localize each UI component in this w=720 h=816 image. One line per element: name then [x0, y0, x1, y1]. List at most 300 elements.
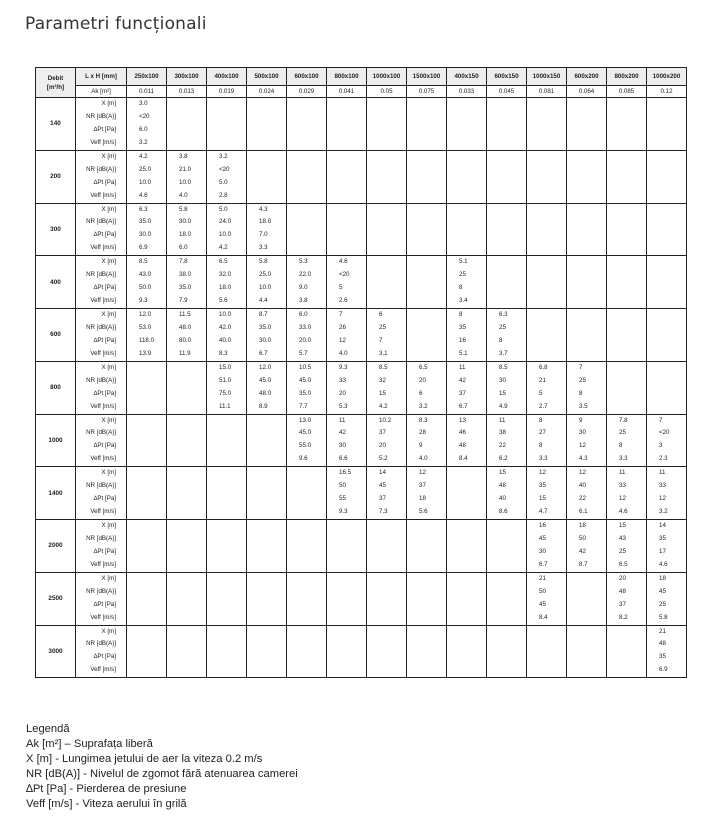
- cell-value: [407, 612, 446, 625]
- cell-value: [247, 546, 286, 559]
- value-cell: [367, 625, 407, 678]
- value-cell: [367, 256, 407, 309]
- cell-value: 6.6: [339, 455, 348, 463]
- value-cell: [207, 467, 247, 520]
- value-cell: [647, 572, 687, 625]
- cell-value: 8.3: [419, 416, 428, 424]
- cell-value: [367, 664, 406, 677]
- cell-value: [127, 506, 166, 519]
- debit-label: Debit: [47, 74, 64, 82]
- legend-item-nr: NR [dB(A)] - Nivelul de zgomot fără atenuarea camerei: [26, 768, 298, 781]
- cell-value: 13.9: [139, 349, 152, 357]
- cell-value: 7: [339, 311, 343, 318]
- cell-value: [527, 295, 566, 308]
- cell-value: [367, 520, 406, 533]
- cell-value: [327, 586, 366, 599]
- row-label: Veff [m/s]: [90, 138, 116, 146]
- cell-value: 9.3: [339, 508, 348, 516]
- cell-value: [607, 322, 646, 335]
- cell-value: [647, 229, 686, 242]
- cell-value: 45.0: [299, 429, 312, 437]
- cell-value: 7.7: [299, 402, 308, 410]
- cell-value: 53.0: [139, 323, 152, 331]
- cell-value: [487, 559, 526, 572]
- cell-value: 9: [579, 416, 583, 424]
- cell-value: <20: [219, 165, 230, 173]
- row-labels: [76, 414, 127, 467]
- cell-value: [487, 216, 526, 229]
- legend-item-ak: Ak [m²] – Suprafața liberă: [26, 738, 153, 751]
- cell-value: 5.6: [419, 508, 428, 516]
- flow-group-row: [36, 150, 687, 203]
- cell-value: [247, 415, 286, 428]
- cell-value: [367, 204, 406, 217]
- row-label: NR [dB(A)]: [86, 587, 116, 595]
- cell-value: 22.0: [299, 271, 312, 279]
- size-header: 250x100: [127, 68, 167, 86]
- cell-value: [407, 177, 446, 190]
- cell-value: [287, 190, 326, 203]
- cell-value: [207, 415, 246, 428]
- cell-value: 25.0: [259, 271, 272, 279]
- value-cell: [527, 625, 567, 678]
- cell-value: [567, 638, 606, 651]
- flow-group-row: [36, 98, 687, 151]
- cell-value: 10.0: [259, 284, 272, 292]
- row-label: ∆Pt [Pa]: [93, 231, 116, 239]
- cell-value: 4.6: [619, 508, 628, 516]
- cell-value: 6.7: [459, 402, 468, 410]
- row-label: NR [dB(A)]: [86, 323, 116, 331]
- value-cell: [487, 625, 527, 678]
- cell-value: 4.4: [259, 297, 268, 305]
- cell-value: 6.3: [499, 311, 508, 318]
- cell-value: 37: [379, 429, 386, 437]
- cell-value: [607, 638, 646, 651]
- cell-value: [127, 573, 166, 586]
- cell-value: 2.6: [339, 297, 348, 305]
- value-cell: [207, 203, 247, 256]
- cell-value: [487, 229, 526, 242]
- size-header: 500x100: [247, 68, 287, 86]
- cell-value: [127, 388, 166, 401]
- functional-parameters-table: [35, 67, 687, 678]
- cell-value: [447, 626, 486, 639]
- cell-value: 5.2: [379, 455, 388, 463]
- cell-value: [567, 282, 606, 295]
- legend-item-pt: ∆Pt [Pa] - Pierderea de presiune: [26, 783, 187, 796]
- ak-value: 0.024: [247, 86, 287, 98]
- cell-value: [607, 216, 646, 229]
- cell-value: 37: [419, 482, 426, 490]
- cell-value: 8.6: [499, 508, 508, 516]
- cell-value: [167, 375, 206, 388]
- value-cell: [607, 520, 647, 573]
- cell-value: [287, 98, 326, 111]
- row-label: NR [dB(A)]: [86, 165, 116, 173]
- flow-group-row: [36, 467, 687, 520]
- cell-value: 5.3: [339, 402, 348, 410]
- cell-value: 7.3: [379, 508, 388, 516]
- row-label: NR [dB(A)]: [86, 429, 116, 437]
- cell-value: 20: [419, 376, 426, 384]
- cell-value: 4.7: [539, 508, 548, 516]
- cell-value: [207, 651, 246, 664]
- flow-value: 400: [36, 256, 76, 309]
- cell-value: 12: [619, 495, 626, 503]
- cell-value: 45: [659, 587, 666, 595]
- value-cell: [367, 98, 407, 151]
- row-labels: [76, 98, 127, 151]
- flow-value: 2500: [36, 572, 76, 625]
- cell-value: 11: [459, 363, 466, 371]
- value-cell: [367, 361, 407, 414]
- cell-value: 11: [619, 469, 626, 477]
- cell-value: [367, 546, 406, 559]
- value-cell: [527, 203, 567, 256]
- value-cell: [487, 361, 527, 414]
- value-cell: [527, 467, 567, 520]
- cell-value: [487, 151, 526, 164]
- cell-value: 40: [579, 482, 586, 490]
- value-cell: [487, 98, 527, 151]
- cell-value: 48.0: [259, 389, 272, 397]
- cell-value: [327, 242, 366, 255]
- cell-value: [407, 98, 446, 111]
- cell-value: [527, 151, 566, 164]
- value-cell: [567, 467, 607, 520]
- cell-value: [287, 177, 326, 190]
- cell-value: [647, 309, 686, 322]
- size-header: 1000x200: [647, 68, 687, 86]
- cell-value: [647, 242, 686, 255]
- cell-value: [447, 177, 486, 190]
- cell-value: 50: [539, 587, 546, 595]
- cell-value: 6.5: [419, 363, 428, 371]
- cell-value: 30: [539, 547, 546, 555]
- legend-title: Legendă: [26, 723, 70, 735]
- cell-value: [407, 229, 446, 242]
- value-cell: [567, 98, 607, 151]
- value-cell: [127, 203, 167, 256]
- cell-value: 8.9: [259, 402, 268, 410]
- cell-value: 6.1: [579, 508, 588, 516]
- cell-value: [207, 638, 246, 651]
- row-label: ∆Pt [Pa]: [93, 178, 116, 186]
- cell-value: 20.0: [299, 336, 312, 344]
- cell-value: 3.2: [219, 152, 228, 160]
- flow-group-row: [36, 414, 687, 467]
- cell-value: [647, 256, 686, 269]
- cell-value: 21: [539, 574, 546, 582]
- cell-value: [247, 506, 286, 519]
- cell-value: [647, 322, 686, 335]
- value-cell: [207, 98, 247, 151]
- cell-value: 11: [499, 416, 506, 424]
- cell-value: [447, 467, 486, 480]
- cell-value: [607, 98, 646, 111]
- cell-value: 6.5: [619, 560, 628, 568]
- cell-value: [327, 651, 366, 664]
- cell-value: [247, 124, 286, 137]
- cell-value: [327, 612, 366, 625]
- cell-value: [447, 216, 486, 229]
- cell-value: 12: [419, 469, 426, 477]
- cell-value: 12: [659, 495, 666, 503]
- cell-value: 35: [539, 482, 546, 490]
- ak-value: 0.064: [567, 86, 607, 98]
- cell-value: [567, 599, 606, 612]
- cell-value: [247, 151, 286, 164]
- cell-value: [527, 137, 566, 150]
- cell-value: 45.0: [259, 376, 272, 384]
- cell-value: 28: [419, 429, 426, 437]
- cell-value: 4.6: [659, 560, 668, 568]
- cell-value: 7.8: [179, 258, 188, 266]
- cell-value: [247, 164, 286, 177]
- cell-value: 21: [659, 627, 666, 635]
- value-cell: [167, 203, 207, 256]
- value-cell: [607, 203, 647, 256]
- flow-value: 600: [36, 309, 76, 362]
- cell-value: [487, 612, 526, 625]
- value-cell: [447, 414, 487, 467]
- cell-value: [487, 664, 526, 677]
- cell-value: 8: [539, 416, 543, 424]
- flow-group-row: [36, 572, 687, 625]
- cell-value: 38: [499, 429, 506, 437]
- cell-value: [567, 348, 606, 361]
- cell-value: [287, 229, 326, 242]
- value-cell: [127, 256, 167, 309]
- row-label: X [m]: [101, 258, 116, 266]
- cell-value: 18: [579, 522, 586, 529]
- cell-value: 14: [659, 522, 666, 529]
- row-label: NR [dB(A)]: [86, 640, 116, 648]
- cell-value: 5.0: [219, 178, 228, 186]
- cell-value: 43: [619, 534, 626, 542]
- cell-value: [207, 467, 246, 480]
- row-label: Veff [m/s]: [90, 560, 116, 568]
- cell-value: [527, 269, 566, 282]
- cell-value: 6.7: [259, 349, 268, 357]
- cell-value: 37: [379, 495, 386, 503]
- cell-value: 4.2: [139, 152, 148, 160]
- cell-value: [487, 546, 526, 559]
- value-cell: [327, 309, 367, 362]
- cell-value: [527, 177, 566, 190]
- cell-value: 35.0: [299, 389, 312, 397]
- value-cell: [607, 414, 647, 467]
- cell-value: [287, 204, 326, 217]
- cell-value: [167, 388, 206, 401]
- value-cell: [487, 256, 527, 309]
- cell-value: [167, 612, 206, 625]
- cell-value: 20: [339, 389, 346, 397]
- cell-value: 8.2: [619, 613, 628, 621]
- cell-value: [647, 282, 686, 295]
- value-cell: [367, 414, 407, 467]
- cell-value: 6.9: [659, 666, 668, 674]
- flow-value: 3000: [36, 625, 76, 678]
- cell-value: [487, 533, 526, 546]
- cell-value: 27: [539, 429, 546, 437]
- ak-value: 0.029: [287, 86, 327, 98]
- cell-value: [607, 401, 646, 414]
- cell-value: [647, 335, 686, 348]
- cell-value: [327, 573, 366, 586]
- cell-value: [167, 467, 206, 480]
- cell-value: 13: [459, 416, 466, 424]
- cell-value: [367, 533, 406, 546]
- cell-value: 32: [379, 376, 386, 384]
- ak-value: 0.12: [647, 86, 687, 98]
- cell-value: [167, 520, 206, 533]
- cell-value: [447, 124, 486, 137]
- legend-item-x: X [m] - Lungimea jetului de aer la viteza 0.2 m/s: [26, 753, 263, 766]
- cell-value: [127, 546, 166, 559]
- value-cell: [527, 256, 567, 309]
- cell-value: [207, 111, 246, 124]
- value-cell: [407, 520, 447, 573]
- flow-group-row: [36, 256, 687, 309]
- cell-value: [287, 467, 326, 480]
- row-label: ∆Pt [Pa]: [93, 442, 116, 450]
- cell-value: [207, 427, 246, 440]
- row-label: NR [dB(A)]: [86, 482, 116, 490]
- cell-value: 22: [499, 442, 506, 450]
- cell-value: 7.9: [179, 297, 188, 305]
- cell-value: [607, 388, 646, 401]
- cell-value: 8.5: [379, 363, 388, 371]
- cell-value: [647, 362, 686, 375]
- cell-value: 30.0: [259, 336, 272, 344]
- cell-value: [487, 269, 526, 282]
- ak-value: 0.085: [607, 86, 647, 98]
- size-header: 300x100: [167, 68, 207, 86]
- cell-value: [487, 651, 526, 664]
- cell-value: [567, 242, 606, 255]
- cell-value: [367, 638, 406, 651]
- cell-value: [247, 467, 286, 480]
- cell-value: [487, 177, 526, 190]
- cell-value: 15: [499, 469, 506, 477]
- cell-value: [447, 229, 486, 242]
- cell-value: 75.0: [219, 389, 232, 397]
- value-cell: [567, 256, 607, 309]
- cell-value: 5.3: [299, 258, 308, 266]
- cell-value: 7: [379, 336, 383, 344]
- value-cell: [647, 98, 687, 151]
- value-cell: [327, 203, 367, 256]
- cell-value: [327, 533, 366, 546]
- cell-value: 15: [539, 495, 546, 503]
- cell-value: 48: [619, 587, 626, 595]
- value-cell: [167, 150, 207, 203]
- cell-value: [207, 559, 246, 572]
- row-label: ∆Pt [Pa]: [93, 653, 116, 661]
- cell-value: [367, 177, 406, 190]
- row-label: ∆Pt [Pa]: [93, 284, 116, 292]
- cell-value: 17: [659, 547, 666, 555]
- cell-value: 40.0: [219, 336, 232, 344]
- cell-value: 9.3: [139, 297, 148, 305]
- value-cell: [327, 150, 367, 203]
- cell-value: [127, 559, 166, 572]
- cell-value: [647, 151, 686, 164]
- cell-value: <20: [339, 271, 350, 279]
- cell-value: 10.0: [219, 231, 232, 239]
- cell-value: 3.8: [179, 152, 188, 160]
- value-cell: [527, 520, 567, 573]
- cell-value: [367, 229, 406, 242]
- cell-value: [527, 626, 566, 639]
- cell-value: [447, 638, 486, 651]
- cell-value: 43.0: [139, 271, 152, 279]
- cell-value: [407, 626, 446, 639]
- cell-value: [327, 151, 366, 164]
- cell-value: [487, 573, 526, 586]
- cell-value: [407, 309, 446, 322]
- row-label: Veff [m/s]: [90, 349, 116, 357]
- cell-value: [527, 204, 566, 217]
- cell-value: [127, 415, 166, 428]
- value-cell: [287, 98, 327, 151]
- value-cell: [407, 256, 447, 309]
- cell-value: [287, 612, 326, 625]
- cell-value: [327, 599, 366, 612]
- cell-value: 45: [539, 600, 546, 608]
- debit-unit: [m³/h]: [46, 83, 65, 91]
- cell-value: [287, 506, 326, 519]
- cell-value: 12: [579, 469, 586, 477]
- cell-value: 4.2: [219, 244, 228, 252]
- cell-value: 18.0: [259, 218, 272, 226]
- cell-value: 3.8: [299, 297, 308, 305]
- value-cell: [607, 98, 647, 151]
- value-cell: [447, 520, 487, 573]
- cell-value: [447, 586, 486, 599]
- cell-value: [607, 111, 646, 124]
- cell-value: [247, 190, 286, 203]
- cell-value: 30: [499, 376, 506, 384]
- cell-value: [287, 533, 326, 546]
- legend-item-veff: Veff [m/s] - Viteza aerului în grilă: [26, 798, 187, 811]
- row-label: NR [dB(A)]: [86, 218, 116, 226]
- value-cell: [367, 203, 407, 256]
- value-cell: [127, 361, 167, 414]
- value-cell: [167, 256, 207, 309]
- ak-value: 0.011: [127, 86, 167, 98]
- cell-value: [447, 546, 486, 559]
- cell-value: [167, 124, 206, 137]
- value-cell: [167, 98, 207, 151]
- cell-value: [607, 626, 646, 639]
- cell-value: [607, 164, 646, 177]
- cell-value: [567, 98, 606, 111]
- value-cell: [287, 309, 327, 362]
- cell-value: 8.5: [139, 258, 148, 266]
- cell-value: 10.0: [179, 178, 192, 186]
- cell-value: [327, 638, 366, 651]
- value-cell: [207, 309, 247, 362]
- value-cell: [247, 572, 287, 625]
- cell-value: [487, 98, 526, 111]
- cell-value: 25: [619, 547, 626, 555]
- cell-value: [407, 204, 446, 217]
- cell-value: 42: [579, 547, 586, 555]
- cell-value: 3.0: [139, 100, 148, 107]
